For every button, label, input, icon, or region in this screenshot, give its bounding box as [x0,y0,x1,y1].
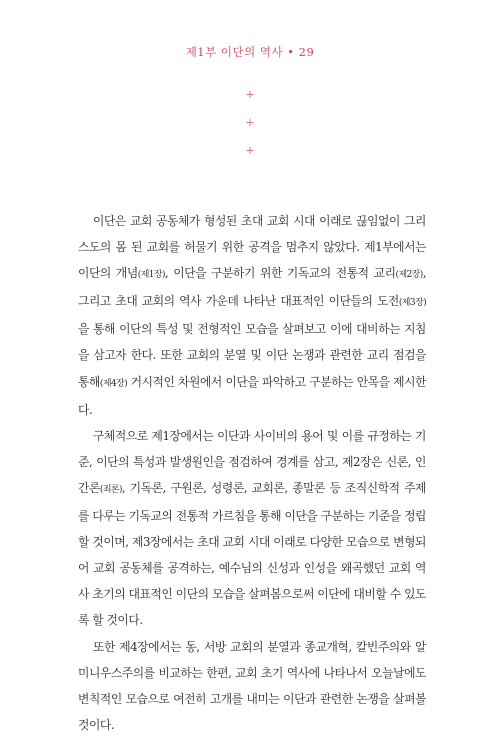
paragraph-chapter-overview [78,423,426,634]
text-run: , 이단을 구분하기 위한 기독교의 전통적 교리 [164,266,396,281]
ornament-group [0,88,500,172]
ornament-mark: + [245,116,255,129]
text-run: 거시적인 차원에서 이단을 파악하고 구분하는 안목을 제시한다. [78,374,426,417]
text-run: 구체적으로 제1장에서는 이단과 사이비의 용어 및 이를 규정하는 기준, 이단의 특성과 발생원인을 점검하여 경계를 삼고, 제2장은 신론, 인간론 [78,428,426,495]
text-run: 또한 제4장에서는 동, 서방 교회의 분열과 종교개혁, 칼빈주의와 알미니우스주의를 비교하는 한편, 교회 초기 역사에 나타나서 오늘날에도 변칙적인 모습으로 여전히 고개를 내미는 이단과 관련한 논쟁을 살펴볼 것이다. [78,639,426,732]
paragraph-chapter-four [78,634,426,738]
text-run: 을 통해 이단의 특성 및 전형적인 모습을 살펴보고 이에 대비하는 지침을 삼고자 한다. 또한 교회의 분열 및 이단 논쟁과 관련한 교리 점검을 통해 [78,322,426,389]
chapter-reference: (제2장) [395,270,423,281]
chapter-reference: (제1장) [137,270,165,281]
text-run: 이단은 교회 공동체가 형성된 초대 교회 시대 이래로 끊임없이 그리스도의 몸 된 교회를 허물기 위한 공격을 멈추지 않았다. 제1부에서는 이단의 개념 [78,214,426,281]
body-text [78,208,426,738]
ornament-mark: + [245,88,255,101]
chapter-reference: (제3장) [398,298,426,309]
text-run: , 그리고 초대 교회의 역사 가운데 나타난 대표적인 이단들의 도전 [78,266,426,309]
ornament-mark: + [245,144,255,157]
text-run: , 기독론, 구원론, 성령론, 교회론, 종말론 등 조직신학적 주제를 다루는 기독교의 전통적 가르침을 통해 이단을 구분하는 기준을 정립할 것이며, 제3장에서는 초대 교회 시대 이래로 다양한 모습으로 변형되어 교회 공동체를 공격하는, 예수님의 신성과 인성을 왜곡했던 교회 역사 초기의 대표적인 이단의 모습을 살펴봄으로써 이단에 대비할 수 있도록 할 것이다. [78,480,426,628]
chapter-reference: (죄론) [99,484,122,495]
paragraph-intro [78,208,426,423]
running-head: 제1부 이단의 역사 • 29 [185,45,315,59]
chapter-reference: (제4장) [99,378,128,389]
